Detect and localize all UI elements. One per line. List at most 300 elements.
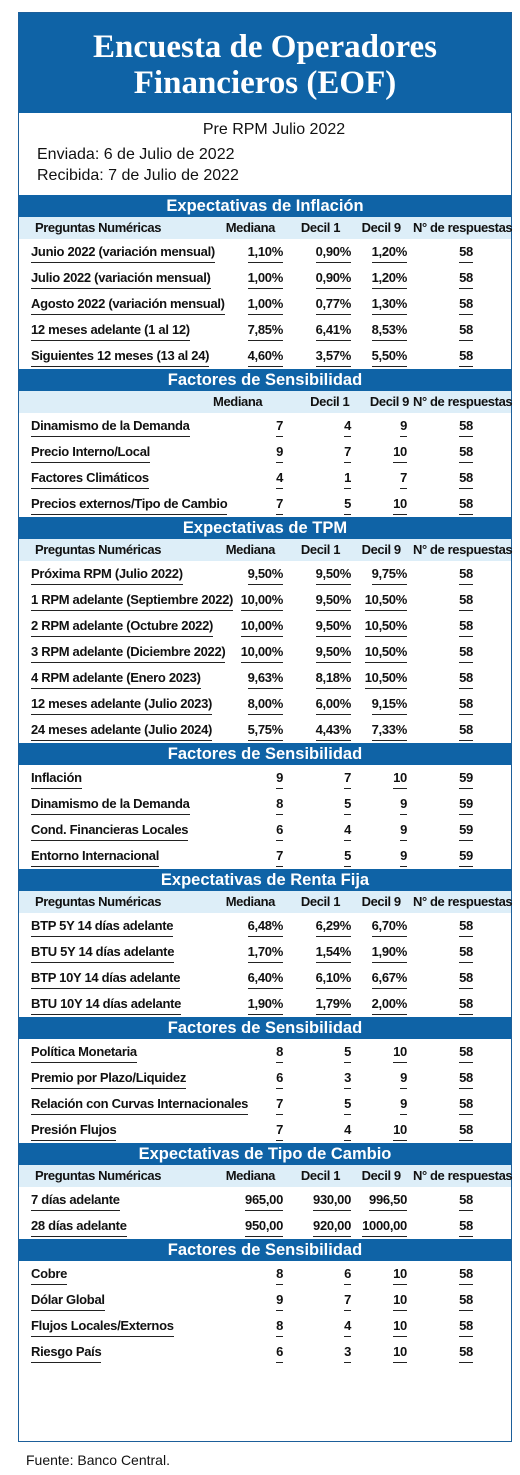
row-decil9: 9 <box>400 1095 407 1115</box>
row-decil1: 4 <box>344 417 351 437</box>
row-label: Precio Interno/Local <box>31 443 150 463</box>
row-respuestas-cell <box>411 691 511 717</box>
row-decil9: 2,00% <box>372 995 407 1015</box>
row-label: Dinamismo de la Demanda <box>31 795 190 815</box>
row-decil1-cell <box>289 439 355 465</box>
row-label-cell <box>19 843 214 869</box>
row-decil9-cell <box>355 717 411 743</box>
row-decil1-cell <box>289 413 355 439</box>
col-decil9: Decil 9 <box>361 542 401 557</box>
row-decil9: 9,75% <box>372 565 407 585</box>
row-respuestas-cell <box>411 587 511 613</box>
col-mediana: Mediana <box>225 542 275 557</box>
table-row <box>19 291 511 317</box>
table-row <box>19 765 511 791</box>
col-decil9: Decil 9 <box>361 894 401 909</box>
row-decil9: 6,67% <box>372 969 407 989</box>
row-respuestas: 58 <box>459 721 473 741</box>
row-label-cell <box>19 965 214 991</box>
row-decil9: 1,20% <box>372 243 407 263</box>
row-decil1: 7 <box>344 443 351 463</box>
row-decil9: 9 <box>400 821 407 841</box>
row-mediana-cell <box>214 791 289 817</box>
section-sens-exchange-header: Factores de Sensibilidad <box>19 1239 511 1261</box>
row-respuestas-cell <box>411 1187 511 1213</box>
title-line-1: Encuesta de Operadores <box>92 29 438 65</box>
col-mediana: Mediana <box>213 394 263 409</box>
row-label-cell <box>19 613 214 639</box>
row-respuestas: 58 <box>459 321 473 341</box>
row-decil9: 10 <box>393 1265 407 1285</box>
row-label-cell <box>19 291 225 317</box>
row-decil9-cell <box>355 913 411 939</box>
row-mediana-cell <box>214 587 289 613</box>
row-mediana-cell <box>214 265 289 291</box>
row-decil9: 1,90% <box>372 943 407 963</box>
row-mediana-cell <box>214 939 289 965</box>
row-respuestas: 59 <box>459 821 473 841</box>
row-respuestas-cell <box>411 413 511 439</box>
row-respuestas: 58 <box>459 643 473 663</box>
col-respuestas: N° de respuestas <box>413 894 513 909</box>
row-decil9: 7,33% <box>372 721 407 741</box>
row-decil1-cell <box>289 965 355 991</box>
col-decil1: Decil 1 <box>300 894 341 909</box>
row-mediana-cell <box>214 1039 289 1065</box>
table-row <box>19 1039 511 1065</box>
table-row <box>19 1065 511 1091</box>
row-respuestas-cell <box>411 991 511 1017</box>
row-decil1: 9,50% <box>316 591 351 611</box>
row-decil9-cell <box>355 587 411 613</box>
row-respuestas: 58 <box>459 1191 473 1211</box>
row-decil9-cell <box>355 1339 411 1365</box>
col-respuestas: N° de respuestas <box>413 394 513 409</box>
row-label: Dinamismo de la Demanda <box>31 417 190 437</box>
row-decil1: 0,90% <box>316 243 351 263</box>
row-decil1: 1,79% <box>316 995 351 1015</box>
row-decil9-cell <box>355 265 411 291</box>
section-sens-inflation-header: Factores de Sensibilidad <box>19 369 511 391</box>
row-mediana: 6 <box>276 821 283 841</box>
row-decil1-cell <box>289 1091 355 1117</box>
row-mediana: 8 <box>276 1265 283 1285</box>
row-respuestas-cell <box>411 843 511 869</box>
table-row <box>19 561 511 587</box>
row-label: Flujos Locales/Externos <box>31 1317 174 1337</box>
source-note: Fuente: Banco Central. <box>26 1452 170 1468</box>
row-decil1-cell <box>289 1117 355 1143</box>
col-preguntas: Preguntas Numéricas <box>35 542 162 557</box>
row-label-cell <box>19 1213 214 1239</box>
row-decil9: 10 <box>393 1121 407 1141</box>
row-mediana: 6 <box>276 1069 283 1089</box>
row-mediana-cell <box>214 639 289 665</box>
row-decil9: 10,50% <box>365 591 407 611</box>
row-respuestas: 58 <box>459 417 473 437</box>
row-respuestas-cell <box>411 343 511 369</box>
row-decil1-cell <box>289 691 355 717</box>
row-label: 2 RPM adelante (Octubre 2022) <box>31 617 213 637</box>
row-respuestas-cell <box>411 965 511 991</box>
row-label: 12 meses adelante (1 al 12) <box>31 321 190 341</box>
row-decil9-cell <box>355 1213 411 1239</box>
col-preguntas: Preguntas Numéricas <box>35 220 162 235</box>
row-label-cell <box>19 413 214 439</box>
row-label: 4 RPM adelante (Enero 2023) <box>31 669 201 689</box>
section-fixed-income-header: Expectativas de Renta Fija <box>19 869 511 891</box>
row-label: Cond. Financieras Locales <box>31 821 188 841</box>
row-decil1-cell <box>289 817 355 843</box>
row-label-cell <box>19 639 226 665</box>
table-row <box>19 1091 511 1117</box>
row-decil9: 8,53% <box>372 321 407 341</box>
row-decil9: 10,50% <box>365 669 407 689</box>
row-decil1: 6,10% <box>316 969 351 989</box>
row-respuestas: 58 <box>459 269 473 289</box>
row-label-cell <box>19 991 214 1017</box>
row-label-cell <box>19 439 214 465</box>
row-decil1-cell <box>289 791 355 817</box>
row-respuestas: 58 <box>459 347 473 367</box>
row-label-cell <box>19 1261 214 1287</box>
row-mediana: 10,00% <box>241 617 283 637</box>
table-row <box>19 1187 511 1213</box>
row-mediana: 8 <box>276 1043 283 1063</box>
table-row <box>19 413 511 439</box>
row-mediana: 965,00 <box>245 1191 283 1211</box>
row-mediana-cell <box>214 439 289 465</box>
row-mediana: 6,48% <box>248 917 283 937</box>
row-mediana-cell <box>214 1261 289 1287</box>
row-label-cell <box>19 265 214 291</box>
row-label-cell <box>19 343 214 369</box>
row-mediana: 7 <box>276 1121 283 1141</box>
table-row <box>19 991 511 1017</box>
row-respuestas-cell <box>411 439 511 465</box>
row-respuestas-cell <box>411 1117 511 1143</box>
row-respuestas-cell <box>411 491 511 517</box>
row-decil1: 6 <box>344 1265 351 1285</box>
row-mediana-cell <box>214 1117 289 1143</box>
row-respuestas: 58 <box>459 443 473 463</box>
row-mediana-cell <box>214 1313 289 1339</box>
row-decil9-cell <box>355 939 411 965</box>
table-row <box>19 717 511 743</box>
row-respuestas-cell <box>411 1065 511 1091</box>
row-decil1-cell <box>289 587 355 613</box>
row-decil9-cell <box>355 1117 411 1143</box>
row-decil1: 9,50% <box>316 565 351 585</box>
table-row <box>19 639 511 665</box>
sens-exchange-table <box>19 1261 511 1365</box>
row-decil9: 9 <box>400 417 407 437</box>
col-decil1: Decil 1 <box>300 220 341 235</box>
row-mediana: 9 <box>276 1291 283 1311</box>
row-label-cell <box>19 765 214 791</box>
row-decil1: 7 <box>344 1291 351 1311</box>
col-respuestas: N° de respuestas <box>413 220 513 235</box>
col-mediana: Mediana <box>225 220 275 235</box>
row-mediana-cell <box>214 691 289 717</box>
table-row <box>19 317 511 343</box>
row-decil9: 10 <box>393 769 407 789</box>
row-mediana: 7 <box>276 847 283 867</box>
row-label: 7 días adelante <box>31 1191 120 1211</box>
row-respuestas-cell <box>411 717 511 743</box>
row-label: Agosto 2022 (variación mensual) <box>31 295 225 315</box>
row-mediana-cell <box>214 465 289 491</box>
row-decil1-cell <box>289 765 355 791</box>
row-mediana: 9 <box>276 443 283 463</box>
row-label-cell <box>19 939 214 965</box>
row-respuestas: 59 <box>459 769 473 789</box>
table-row <box>19 587 511 613</box>
row-decil9: 9,15% <box>372 695 407 715</box>
row-respuestas: 58 <box>459 295 473 315</box>
row-decil1: 4 <box>344 821 351 841</box>
row-label-cell <box>19 317 214 343</box>
row-respuestas-cell <box>411 1261 511 1287</box>
row-respuestas-cell <box>411 791 511 817</box>
row-decil9: 10 <box>393 443 407 463</box>
row-label: 3 RPM adelante (Diciembre 2022) <box>31 643 225 663</box>
row-decil9: 9 <box>400 795 407 815</box>
row-label: Política Monetaria <box>31 1043 137 1063</box>
row-respuestas-cell <box>411 817 511 843</box>
table-row <box>19 1287 511 1313</box>
row-label: BTP 5Y 14 días adelante <box>31 917 173 937</box>
row-decil1-cell <box>289 843 355 869</box>
row-respuestas: 58 <box>459 1121 473 1141</box>
row-mediana: 6 <box>276 1343 283 1363</box>
row-decil1-cell <box>289 1065 355 1091</box>
col-preguntas: Preguntas Numéricas <box>35 894 162 909</box>
row-decil9: 5,50% <box>372 347 407 367</box>
row-mediana: 7 <box>276 1095 283 1115</box>
row-mediana-cell <box>214 291 289 317</box>
row-respuestas-cell <box>411 939 511 965</box>
tpm-table <box>19 561 511 743</box>
row-mediana-cell <box>214 317 289 343</box>
row-decil1: 9,50% <box>316 617 351 637</box>
row-mediana: 7 <box>276 495 283 515</box>
row-decil1: 6,41% <box>316 321 351 341</box>
row-label: BTU 10Y 14 días adelante <box>31 995 181 1015</box>
row-label-cell <box>19 1117 214 1143</box>
row-label-cell <box>19 1065 214 1091</box>
row-respuestas: 58 <box>459 1317 473 1337</box>
table-row <box>19 1339 511 1365</box>
row-decil9-cell <box>355 665 411 691</box>
table-row <box>19 1117 511 1143</box>
row-decil1: 4 <box>344 1317 351 1337</box>
row-decil1: 8,18% <box>316 669 351 689</box>
row-decil9: 10 <box>393 1317 407 1337</box>
row-label: Entorno Internacional <box>31 847 159 867</box>
row-respuestas: 58 <box>459 995 473 1015</box>
row-mediana-cell <box>214 1287 289 1313</box>
row-label: Presión Flujos <box>31 1121 116 1141</box>
row-mediana-cell <box>214 665 289 691</box>
row-label: 24 meses adelante (Julio 2024) <box>31 721 212 741</box>
row-label: Precios externos/Tipo de Cambio <box>31 495 227 515</box>
row-label-cell <box>19 239 214 265</box>
row-mediana-cell <box>214 1339 289 1365</box>
col-respuestas: N° de respuestas <box>413 542 513 557</box>
row-respuestas: 58 <box>459 243 473 263</box>
sent-date: Enviada: 6 de Julio de 2022 <box>37 146 235 163</box>
row-decil1-cell <box>289 939 355 965</box>
row-decil9-cell <box>355 343 411 369</box>
col-decil1: Decil 1 <box>300 542 341 557</box>
row-mediana: 950,00 <box>245 1217 283 1237</box>
row-respuestas-cell <box>411 317 511 343</box>
row-mediana-cell <box>214 561 289 587</box>
row-decil9-cell <box>355 465 411 491</box>
row-respuestas: 58 <box>459 617 473 637</box>
row-label-cell <box>19 1039 214 1065</box>
row-respuestas: 58 <box>459 495 473 515</box>
row-decil9-cell <box>355 613 411 639</box>
row-respuestas-cell <box>411 613 511 639</box>
row-decil1: 5 <box>344 1095 351 1115</box>
row-mediana-cell <box>214 991 289 1017</box>
row-label-cell <box>19 817 214 843</box>
row-decil1: 1 <box>344 469 351 489</box>
row-mediana-cell <box>214 1213 289 1239</box>
col-decil9: Decil 9 <box>361 1168 401 1183</box>
row-decil9: 9 <box>400 1069 407 1089</box>
table-row <box>19 913 511 939</box>
sens-fixed-income-table <box>19 1039 511 1143</box>
row-label: BTP 10Y 14 días adelante <box>31 969 180 989</box>
fixed-income-column-header <box>19 891 511 913</box>
row-label-cell <box>19 587 234 613</box>
table-row <box>19 613 511 639</box>
row-decil9-cell <box>355 1261 411 1287</box>
row-label: BTU 5Y 14 días adelante <box>31 943 174 963</box>
row-decil9: 10,50% <box>365 643 407 663</box>
inflation-table <box>19 239 511 369</box>
row-decil9: 10 <box>393 1343 407 1363</box>
table-row <box>19 665 511 691</box>
row-label-cell <box>19 561 214 587</box>
row-decil1-cell <box>289 1039 355 1065</box>
row-decil1: 3 <box>344 1343 351 1363</box>
row-mediana-cell <box>214 491 289 517</box>
row-decil1-cell <box>289 913 355 939</box>
row-respuestas-cell <box>411 1339 511 1365</box>
section-tpm-header: Expectativas de TPM <box>19 517 511 539</box>
survey-subtitle: Pre RPM Julio 2022 <box>202 121 346 138</box>
row-decil1: 6,29% <box>316 917 351 937</box>
table-row <box>19 439 511 465</box>
row-decil1: 4 <box>344 1121 351 1141</box>
row-decil1: 6,00% <box>316 695 351 715</box>
row-decil1-cell <box>289 1287 355 1313</box>
row-mediana: 5,75% <box>248 721 283 741</box>
row-label: Próxima RPM (Julio 2022) <box>31 565 183 585</box>
row-decil1-cell <box>289 291 355 317</box>
row-decil1: 1,54% <box>316 943 351 963</box>
row-label: Dólar Global <box>31 1291 105 1311</box>
row-label: Cobre <box>31 1265 67 1285</box>
row-label-cell <box>19 791 214 817</box>
row-respuestas-cell <box>411 765 511 791</box>
row-label: Relación con Curvas Internacionales <box>31 1095 248 1115</box>
row-decil1: 920,00 <box>313 1217 351 1237</box>
row-decil1: 0,77% <box>316 295 351 315</box>
row-decil9: 7 <box>400 469 407 489</box>
row-mediana-cell <box>214 913 289 939</box>
row-mediana: 9,50% <box>248 565 283 585</box>
received-date: Recibida: 7 de Julio de 2022 <box>37 167 239 184</box>
row-decil9: 10 <box>393 495 407 515</box>
row-decil1-cell <box>289 665 355 691</box>
row-decil1-cell <box>289 343 355 369</box>
col-decil9: Decil 9 <box>369 394 409 409</box>
survey-meta <box>19 113 511 195</box>
row-respuestas: 59 <box>459 795 473 815</box>
row-decil1-cell <box>289 991 355 1017</box>
row-label-cell <box>19 1187 214 1213</box>
row-mediana: 6,40% <box>248 969 283 989</box>
row-decil9: 1,30% <box>372 295 407 315</box>
exchange-rate-column-header <box>19 1165 511 1187</box>
row-decil1: 5 <box>344 495 351 515</box>
row-respuestas: 58 <box>459 1265 473 1285</box>
table-row <box>19 1213 511 1239</box>
row-label-cell <box>19 491 228 517</box>
section-inflation-header: Expectativas de Inflación <box>19 195 511 217</box>
sens-inflation-table <box>19 413 511 517</box>
row-label-cell <box>19 717 214 743</box>
row-decil9: 1000,00 <box>362 1217 407 1237</box>
row-respuestas: 58 <box>459 1343 473 1363</box>
row-mediana-cell <box>214 765 289 791</box>
row-respuestas-cell <box>411 639 511 665</box>
inflation-column-header <box>19 217 511 239</box>
row-decil1-cell <box>289 465 355 491</box>
row-decil9-cell <box>355 1039 411 1065</box>
row-decil1: 0,90% <box>316 269 351 289</box>
row-mediana: 8,00% <box>248 695 283 715</box>
row-respuestas-cell <box>411 561 511 587</box>
row-respuestas-cell <box>411 1287 511 1313</box>
tpm-column-header <box>19 539 511 561</box>
row-decil9: 9 <box>400 847 407 867</box>
table-row <box>19 843 511 869</box>
row-mediana-cell <box>214 343 289 369</box>
row-respuestas: 58 <box>459 695 473 715</box>
row-decil9-cell <box>355 843 411 869</box>
row-mediana-cell <box>214 239 289 265</box>
row-decil9-cell <box>355 1313 411 1339</box>
row-respuestas: 58 <box>459 969 473 989</box>
row-mediana: 4,60% <box>248 347 283 367</box>
survey-title <box>19 13 511 113</box>
row-mediana-cell <box>214 817 289 843</box>
row-label: Julio 2022 (variación mensual) <box>31 269 211 289</box>
exchange-rate-table <box>19 1187 511 1239</box>
row-respuestas: 58 <box>459 1217 473 1237</box>
row-decil9-cell <box>355 1287 411 1313</box>
row-decil1-cell <box>289 613 355 639</box>
row-decil9-cell <box>355 291 411 317</box>
row-respuestas: 58 <box>459 669 473 689</box>
row-mediana-cell <box>214 717 289 743</box>
